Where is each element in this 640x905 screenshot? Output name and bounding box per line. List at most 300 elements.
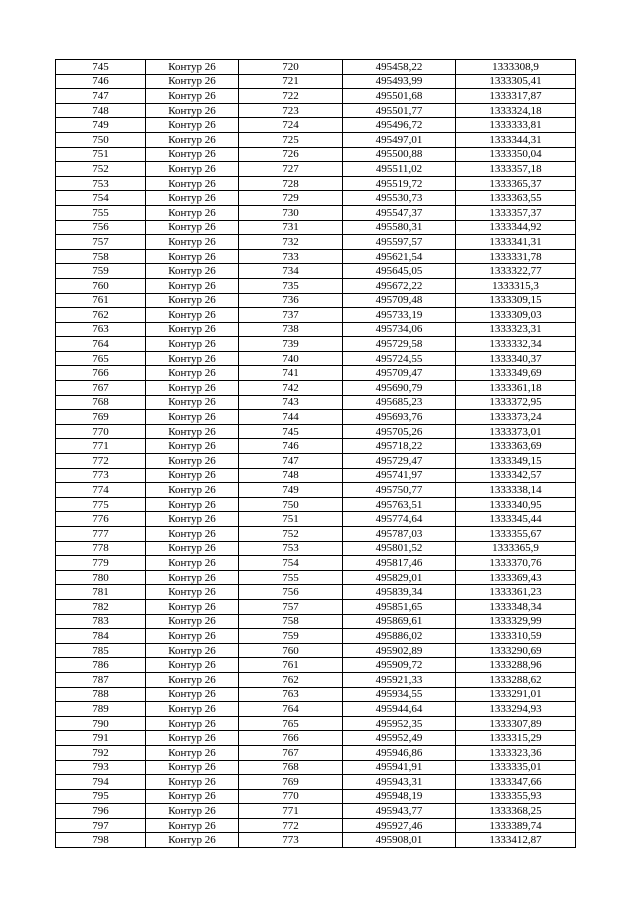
x-coordinate-cell: 495493,99 [343,74,456,89]
vertex-number-cell: 744 [239,410,343,425]
table-row [56,468,576,483]
vertex-number-cell: 752 [239,527,343,542]
contour-name-cell: Контур 26 [146,672,239,687]
x-coordinate-cell: 495902,89 [343,643,456,658]
y-coordinate-cell: 1333370,76 [456,556,576,571]
vertex-number-cell: 754 [239,556,343,571]
x-coordinate-cell: 495530,73 [343,191,456,206]
y-coordinate-cell: 1333340,37 [456,351,576,366]
vertex-number-cell: 736 [239,293,343,308]
contour-name-cell: Контур 26 [146,527,239,542]
point-number-cell: 764 [56,337,146,352]
contour-name-cell: Контур 26 [146,833,239,848]
vertex-number-cell: 767 [239,745,343,760]
table-row [56,132,576,147]
coordinates-table-body [56,60,576,848]
vertex-number-cell: 769 [239,775,343,790]
y-coordinate-cell: 1333294,93 [456,702,576,717]
table-row [56,541,576,556]
table-row [56,745,576,760]
point-number-cell: 756 [56,220,146,235]
y-coordinate-cell: 1333342,57 [456,468,576,483]
x-coordinate-cell: 495774,64 [343,512,456,527]
contour-name-cell: Контур 26 [146,205,239,220]
table-row [56,60,576,75]
y-coordinate-cell: 1333361,18 [456,381,576,396]
contour-name-cell: Контур 26 [146,366,239,381]
y-coordinate-cell: 1333329,99 [456,614,576,629]
x-coordinate-cell: 495580,31 [343,220,456,235]
point-number-cell: 784 [56,629,146,644]
y-coordinate-cell: 1333308,9 [456,60,576,75]
contour-name-cell: Контур 26 [146,74,239,89]
vertex-number-cell: 772 [239,818,343,833]
table-row [56,760,576,775]
x-coordinate-cell: 495801,52 [343,541,456,556]
point-number-cell: 762 [56,308,146,323]
contour-name-cell: Контур 26 [146,658,239,673]
vertex-number-cell: 726 [239,147,343,162]
y-coordinate-cell: 1333361,23 [456,585,576,600]
x-coordinate-cell: 495741,97 [343,468,456,483]
contour-name-cell: Контур 26 [146,687,239,702]
y-coordinate-cell: 1333355,93 [456,789,576,804]
y-coordinate-cell: 1333288,62 [456,672,576,687]
x-coordinate-cell: 495934,55 [343,687,456,702]
point-number-cell: 797 [56,818,146,833]
y-coordinate-cell: 1333348,34 [456,599,576,614]
y-coordinate-cell: 1333344,31 [456,132,576,147]
contour-name-cell: Контур 26 [146,147,239,162]
point-number-cell: 774 [56,483,146,498]
vertex-number-cell: 742 [239,381,343,396]
point-number-cell: 770 [56,424,146,439]
contour-name-cell: Контур 26 [146,264,239,279]
y-coordinate-cell: 1333373,01 [456,424,576,439]
contour-name-cell: Контур 26 [146,293,239,308]
x-coordinate-cell: 495839,34 [343,585,456,600]
contour-name-cell: Контур 26 [146,424,239,439]
y-coordinate-cell: 1333331,78 [456,249,576,264]
vertex-number-cell: 720 [239,60,343,75]
contour-name-cell: Контур 26 [146,89,239,104]
point-number-cell: 761 [56,293,146,308]
point-number-cell: 752 [56,162,146,177]
point-number-cell: 747 [56,89,146,104]
x-coordinate-cell: 495763,51 [343,497,456,512]
contour-name-cell: Контур 26 [146,745,239,760]
point-number-cell: 746 [56,74,146,89]
x-coordinate-cell: 495948,19 [343,789,456,804]
vertex-number-cell: 758 [239,614,343,629]
point-number-cell: 765 [56,351,146,366]
vertex-number-cell: 732 [239,235,343,250]
table-row [56,118,576,133]
y-coordinate-cell: 1333363,55 [456,191,576,206]
y-coordinate-cell: 1333315,3 [456,278,576,293]
point-number-cell: 781 [56,585,146,600]
x-coordinate-cell: 495729,58 [343,337,456,352]
vertex-number-cell: 764 [239,702,343,717]
x-coordinate-cell: 495705,26 [343,424,456,439]
x-coordinate-cell: 495886,02 [343,629,456,644]
point-number-cell: 758 [56,249,146,264]
x-coordinate-cell: 495909,72 [343,658,456,673]
contour-name-cell: Контур 26 [146,614,239,629]
table-row [56,162,576,177]
y-coordinate-cell: 1333373,24 [456,410,576,425]
table-row [56,556,576,571]
vertex-number-cell: 751 [239,512,343,527]
point-number-cell: 787 [56,672,146,687]
contour-name-cell: Контур 26 [146,60,239,75]
point-number-cell: 766 [56,366,146,381]
table-row [56,366,576,381]
table-row [56,454,576,469]
y-coordinate-cell: 1333333,81 [456,118,576,133]
y-coordinate-cell: 1333338,14 [456,483,576,498]
point-number-cell: 748 [56,103,146,118]
y-coordinate-cell: 1333412,87 [456,833,576,848]
contour-name-cell: Контур 26 [146,381,239,396]
vertex-number-cell: 739 [239,337,343,352]
contour-name-cell: Контур 26 [146,337,239,352]
contour-name-cell: Контур 26 [146,497,239,512]
vertex-number-cell: 722 [239,89,343,104]
vertex-number-cell: 773 [239,833,343,848]
contour-name-cell: Контур 26 [146,322,239,337]
vertex-number-cell: 729 [239,191,343,206]
contour-name-cell: Контур 26 [146,176,239,191]
vertex-number-cell: 748 [239,468,343,483]
table-row [56,687,576,702]
point-number-cell: 763 [56,322,146,337]
table-row [56,512,576,527]
table-row [56,264,576,279]
y-coordinate-cell: 1333309,03 [456,308,576,323]
table-row [56,205,576,220]
point-number-cell: 768 [56,395,146,410]
x-coordinate-cell: 495547,37 [343,205,456,220]
table-row [56,614,576,629]
vertex-number-cell: 745 [239,424,343,439]
vertex-number-cell: 741 [239,366,343,381]
x-coordinate-cell: 495458,22 [343,60,456,75]
vertex-number-cell: 734 [239,264,343,279]
y-coordinate-cell: 1333357,18 [456,162,576,177]
x-coordinate-cell: 495690,79 [343,381,456,396]
vertex-number-cell: 760 [239,643,343,658]
point-number-cell: 779 [56,556,146,571]
point-number-cell: 769 [56,410,146,425]
contour-name-cell: Контур 26 [146,760,239,775]
vertex-number-cell: 750 [239,497,343,512]
point-number-cell: 795 [56,789,146,804]
contour-name-cell: Контур 26 [146,702,239,717]
table-row [56,89,576,104]
contour-name-cell: Контур 26 [146,804,239,819]
point-number-cell: 798 [56,833,146,848]
vertex-number-cell: 727 [239,162,343,177]
contour-name-cell: Контур 26 [146,468,239,483]
table-row [56,672,576,687]
y-coordinate-cell: 1333365,37 [456,176,576,191]
point-number-cell: 776 [56,512,146,527]
vertex-number-cell: 753 [239,541,343,556]
x-coordinate-cell: 495724,55 [343,351,456,366]
table-row [56,585,576,600]
vertex-number-cell: 757 [239,599,343,614]
x-coordinate-cell: 495941,91 [343,760,456,775]
table-row [56,381,576,396]
x-coordinate-cell: 495511,02 [343,162,456,177]
table-row [56,658,576,673]
x-coordinate-cell: 495952,35 [343,716,456,731]
x-coordinate-cell: 495496,72 [343,118,456,133]
table-row [56,249,576,264]
table-row [56,483,576,498]
table-row [56,804,576,819]
point-number-cell: 794 [56,775,146,790]
y-coordinate-cell: 1333290,69 [456,643,576,658]
table-row [56,716,576,731]
y-coordinate-cell: 1333347,66 [456,775,576,790]
point-number-cell: 780 [56,570,146,585]
table-row [56,833,576,848]
x-coordinate-cell: 495829,01 [343,570,456,585]
point-number-cell: 782 [56,599,146,614]
contour-name-cell: Контур 26 [146,235,239,250]
x-coordinate-cell: 495787,03 [343,527,456,542]
vertex-number-cell: 761 [239,658,343,673]
vertex-number-cell: 749 [239,483,343,498]
table-row [56,308,576,323]
contour-name-cell: Контур 26 [146,643,239,658]
x-coordinate-cell: 495693,76 [343,410,456,425]
contour-name-cell: Контур 26 [146,118,239,133]
point-number-cell: 785 [56,643,146,658]
vertex-number-cell: 738 [239,322,343,337]
point-number-cell: 753 [56,176,146,191]
y-coordinate-cell: 1333324,18 [456,103,576,118]
vertex-number-cell: 740 [239,351,343,366]
point-number-cell: 793 [56,760,146,775]
vertex-number-cell: 721 [239,74,343,89]
y-coordinate-cell: 1333344,92 [456,220,576,235]
y-coordinate-cell: 1333332,34 [456,337,576,352]
table-row [56,351,576,366]
x-coordinate-cell: 495685,23 [343,395,456,410]
point-number-cell: 791 [56,731,146,746]
y-coordinate-cell: 1333323,31 [456,322,576,337]
contour-name-cell: Контур 26 [146,308,239,323]
x-coordinate-cell: 495519,72 [343,176,456,191]
y-coordinate-cell: 1333349,15 [456,454,576,469]
vertex-number-cell: 771 [239,804,343,819]
table-row [56,395,576,410]
x-coordinate-cell: 495943,77 [343,804,456,819]
table-row [56,235,576,250]
y-coordinate-cell: 1333291,01 [456,687,576,702]
x-coordinate-cell: 495851,65 [343,599,456,614]
y-coordinate-cell: 1333341,31 [456,235,576,250]
x-coordinate-cell: 495672,22 [343,278,456,293]
y-coordinate-cell: 1333340,95 [456,497,576,512]
table-row [56,147,576,162]
point-number-cell: 745 [56,60,146,75]
table-row [56,337,576,352]
x-coordinate-cell: 495597,57 [343,235,456,250]
table-row [56,527,576,542]
contour-name-cell: Контур 26 [146,162,239,177]
x-coordinate-cell: 495817,46 [343,556,456,571]
table-row [56,191,576,206]
x-coordinate-cell: 495709,48 [343,293,456,308]
y-coordinate-cell: 1333317,87 [456,89,576,104]
contour-name-cell: Контур 26 [146,570,239,585]
table-row [56,278,576,293]
table-row [56,775,576,790]
y-coordinate-cell: 1333305,41 [456,74,576,89]
table-row [56,731,576,746]
table-row [56,629,576,644]
table-row [56,570,576,585]
y-coordinate-cell: 1333349,69 [456,366,576,381]
contour-name-cell: Контур 26 [146,512,239,527]
y-coordinate-cell: 1333322,77 [456,264,576,279]
y-coordinate-cell: 1333288,96 [456,658,576,673]
point-number-cell: 778 [56,541,146,556]
point-number-cell: 771 [56,439,146,454]
x-coordinate-cell: 495729,47 [343,454,456,469]
y-coordinate-cell: 1333369,43 [456,570,576,585]
point-number-cell: 749 [56,118,146,133]
table-row [56,293,576,308]
x-coordinate-cell: 495497,01 [343,132,456,147]
x-coordinate-cell: 495944,64 [343,702,456,717]
x-coordinate-cell: 495734,06 [343,322,456,337]
point-number-cell: 760 [56,278,146,293]
x-coordinate-cell: 495750,77 [343,483,456,498]
y-coordinate-cell: 1333363,69 [456,439,576,454]
table-row [56,599,576,614]
vertex-number-cell: 735 [239,278,343,293]
x-coordinate-cell: 495952,49 [343,731,456,746]
y-coordinate-cell: 1333309,15 [456,293,576,308]
contour-name-cell: Контур 26 [146,716,239,731]
coordinates-table [55,59,576,848]
point-number-cell: 790 [56,716,146,731]
vertex-number-cell: 737 [239,308,343,323]
x-coordinate-cell: 495621,54 [343,249,456,264]
contour-name-cell: Контур 26 [146,454,239,469]
x-coordinate-cell: 495718,22 [343,439,456,454]
y-coordinate-cell: 1333350,04 [456,147,576,162]
table-row [56,818,576,833]
y-coordinate-cell: 1333345,44 [456,512,576,527]
vertex-number-cell: 730 [239,205,343,220]
x-coordinate-cell: 495501,68 [343,89,456,104]
y-coordinate-cell: 1333307,89 [456,716,576,731]
contour-name-cell: Контур 26 [146,556,239,571]
vertex-number-cell: 756 [239,585,343,600]
point-number-cell: 792 [56,745,146,760]
point-number-cell: 755 [56,205,146,220]
table-row [56,220,576,235]
contour-name-cell: Контур 26 [146,395,239,410]
point-number-cell: 750 [56,132,146,147]
x-coordinate-cell: 495921,33 [343,672,456,687]
table-row [56,322,576,337]
x-coordinate-cell: 495908,01 [343,833,456,848]
vertex-number-cell: 768 [239,760,343,775]
contour-name-cell: Контур 26 [146,278,239,293]
vertex-number-cell: 755 [239,570,343,585]
vertex-number-cell: 762 [239,672,343,687]
table-row [56,176,576,191]
x-coordinate-cell: 495645,05 [343,264,456,279]
point-number-cell: 757 [56,235,146,250]
vertex-number-cell: 765 [239,716,343,731]
x-coordinate-cell: 495927,46 [343,818,456,833]
vertex-number-cell: 770 [239,789,343,804]
y-coordinate-cell: 1333310,59 [456,629,576,644]
table-row [56,789,576,804]
contour-name-cell: Контур 26 [146,220,239,235]
x-coordinate-cell: 495869,61 [343,614,456,629]
x-coordinate-cell: 495943,31 [343,775,456,790]
contour-name-cell: Контур 26 [146,599,239,614]
vertex-number-cell: 766 [239,731,343,746]
vertex-number-cell: 728 [239,176,343,191]
y-coordinate-cell: 1333355,67 [456,527,576,542]
point-number-cell: 759 [56,264,146,279]
vertex-number-cell: 746 [239,439,343,454]
x-coordinate-cell: 495709,47 [343,366,456,381]
contour-name-cell: Контур 26 [146,789,239,804]
y-coordinate-cell: 1333368,25 [456,804,576,819]
vertex-number-cell: 759 [239,629,343,644]
point-number-cell: 773 [56,468,146,483]
contour-name-cell: Контур 26 [146,818,239,833]
point-number-cell: 786 [56,658,146,673]
contour-name-cell: Контур 26 [146,132,239,147]
table-row [56,74,576,89]
contour-name-cell: Контур 26 [146,731,239,746]
point-number-cell: 775 [56,497,146,512]
contour-name-cell: Контур 26 [146,103,239,118]
table-row [56,103,576,118]
vertex-number-cell: 747 [239,454,343,469]
y-coordinate-cell: 1333315,29 [456,731,576,746]
y-coordinate-cell: 1333389,74 [456,818,576,833]
point-number-cell: 767 [56,381,146,396]
contour-name-cell: Контур 26 [146,351,239,366]
vertex-number-cell: 725 [239,132,343,147]
point-number-cell: 777 [56,527,146,542]
table-row [56,424,576,439]
contour-name-cell: Контур 26 [146,629,239,644]
contour-name-cell: Контур 26 [146,410,239,425]
point-number-cell: 796 [56,804,146,819]
vertex-number-cell: 733 [239,249,343,264]
contour-name-cell: Контур 26 [146,249,239,264]
table-row [56,702,576,717]
y-coordinate-cell: 1333335,01 [456,760,576,775]
vertex-number-cell: 724 [239,118,343,133]
contour-name-cell: Контур 26 [146,483,239,498]
table-row [56,410,576,425]
